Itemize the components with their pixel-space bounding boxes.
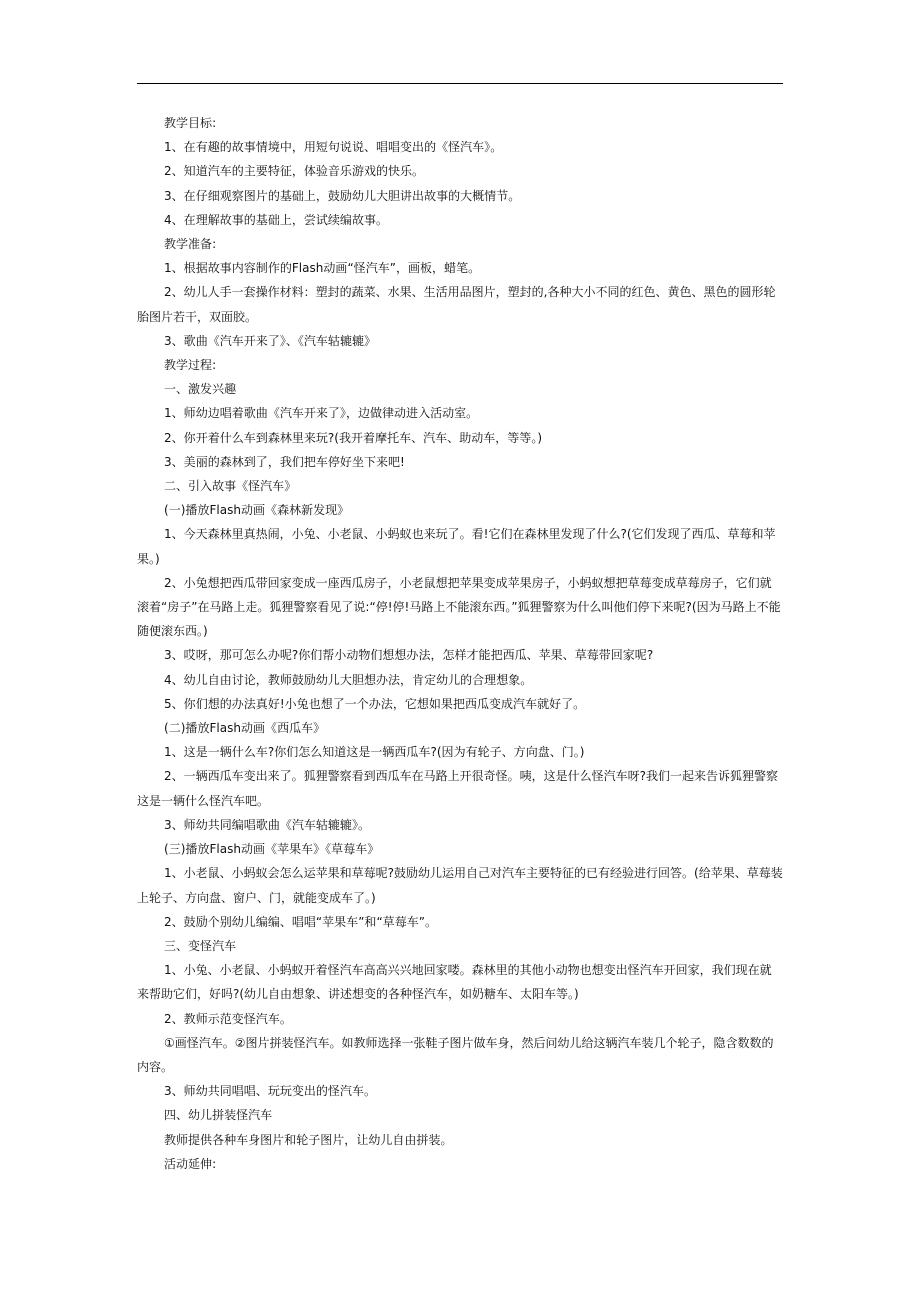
paragraph: 2、幼儿人手一套操作材料：塑封的蔬菜、水果、生活用品图片，塑封的,各种大小不同的红色、黄色、黑色的圆形轮胎图片若干，双面胶。	[137, 285, 776, 324]
text-line: (一)播放Flash动画《森林新发现》	[164, 503, 350, 518]
paragraph: 1、小老鼠、小蚂蚁会怎么运苹果和草莓呢?鼓励幼儿运用自己对汽车主要特征的已有经验进行回答。(给苹果、草莓装上轮子、方向盘、窗户、门，就能变成车了。)	[137, 866, 783, 905]
paragraph: ①画怪汽车。②图片拼装怪汽车。如教师选择一张鞋子图片做车身，然后问幼儿给这辆汽车装几个轮子，隐含数数的内容。	[137, 1035, 774, 1074]
text-line: 5、你们想的办法真好!小兔也想了一个办法，它想如果把西瓜变成汽车就好了。	[164, 696, 586, 711]
text-line: 三、变怪汽车	[164, 938, 237, 953]
text-line: 3、在仔细观察图片的基础上，鼓励幼儿大胆讲出故事的大概情节。	[164, 188, 521, 203]
text-line: 一、激发兴趣	[164, 382, 237, 397]
text-line: (三)播放Flash动画《苹果车》《草莓车》	[164, 842, 380, 857]
paragraph: 2、小兔想把西瓜带回家变成一座西瓜房子，小老鼠想把苹果变成苹果房子，小蚂蚁想把草莓变成草莓房子，它们就滚着“房子”在马路上走。狐狸警察看见了说:“停!停!马路上不能滚东西。”狐狸警察为什么叫他们停下来呢?(因为马路上不能随便滚东西。)	[137, 575, 781, 639]
text-line: 3、歌曲《汽车开来了》、《汽车轱辘辘》	[164, 333, 377, 348]
paragraph: 1、今天森林里真热闹，小兔、小老鼠、小蚂蚁也来玩了。看!它们在森林里发现了什么?(它们发现了西瓜、草莓和苹果。)	[137, 527, 776, 566]
text-line: 1、这是一辆什么车?你们怎么知道这是一辆西瓜车?(因为有轮子、方向盘、门。)	[164, 745, 585, 760]
text-line: 2、你开着什么车到森林里来玩?(我开着摩托车、汽车、助动车，等等。)	[164, 430, 543, 445]
text-line: 二、引入故事《怪汽车》	[164, 479, 297, 494]
paragraph: 2、一辆西瓜车变出来了。狐狸警察看到西瓜车在马路上开很奇怪。咦，这是什么怪汽车呀?我们一起来告诉狐狸警察这是一辆什么怪汽车吧。	[137, 769, 779, 808]
text-line: (二)播放Flash动画《西瓜车》	[164, 721, 326, 736]
document-body	[137, 111, 783, 1176]
text-line: 4、幼儿自由讨论，教师鼓励幼儿大胆想办法，肯定幼儿的合理想象。	[164, 672, 533, 687]
text-line: 1、在有趣的故事情境中，用短句说说、唱唱变出的《怪汽车》。	[164, 140, 503, 155]
text-line: 3、师幼共同唱唱、玩玩变出的怪汽车。	[164, 1084, 376, 1099]
text-line: 四、幼儿拼装怪汽车	[164, 1108, 273, 1123]
text-line: 教学过程:	[164, 358, 217, 373]
text-line: 2、鼓励个别幼儿编编、唱唱“苹果车”和“草莓车”。	[164, 914, 438, 929]
text-line: 3、师幼共同编唱歌曲《汽车轱辘辘》。	[164, 817, 370, 832]
text-line: 教学准备:	[164, 237, 217, 252]
text-line: 2、教师示范变怪汽车。	[164, 1011, 292, 1026]
text-line: 1、根据故事内容制作的Flash动画“怪汽车”，画板，蜡笔。	[164, 261, 481, 276]
paragraph: 1、小兔、小老鼠、小蚂蚁开着怪汽车高高兴兴地回家喽。森林里的其他小动物也想变出怪汽车开回家，我们现在就来帮助它们，好吗?(幼儿自由想象、讲述想变的各种怪汽车，如奶糖车、太阳车等。)	[137, 963, 772, 1002]
text-line: 教师提供各种车身图片和轮子图片，让幼儿自由拼装。	[164, 1132, 453, 1147]
text-line: 2、知道汽车的主要特征，体验音乐游戏的快乐。	[164, 164, 425, 179]
text-line: 3、哎呀，那可怎么办呢?你们帮小动物们想想办法，怎样才能把西瓜、苹果、草莓带回家呢?	[164, 648, 654, 663]
text-line: 活动延伸:	[164, 1156, 217, 1171]
header-rule	[137, 83, 783, 84]
text-line: 3、美丽的森林到了，我们把车停好坐下来吧!	[164, 454, 405, 469]
text-line: 教学目标:	[164, 116, 217, 130]
text-line: 1、师幼边唱着歌曲《汽车开来了》，边做律动进入活动室。	[164, 406, 479, 421]
text-line: 4、在理解故事的基础上，尝试续编故事。	[164, 212, 389, 227]
